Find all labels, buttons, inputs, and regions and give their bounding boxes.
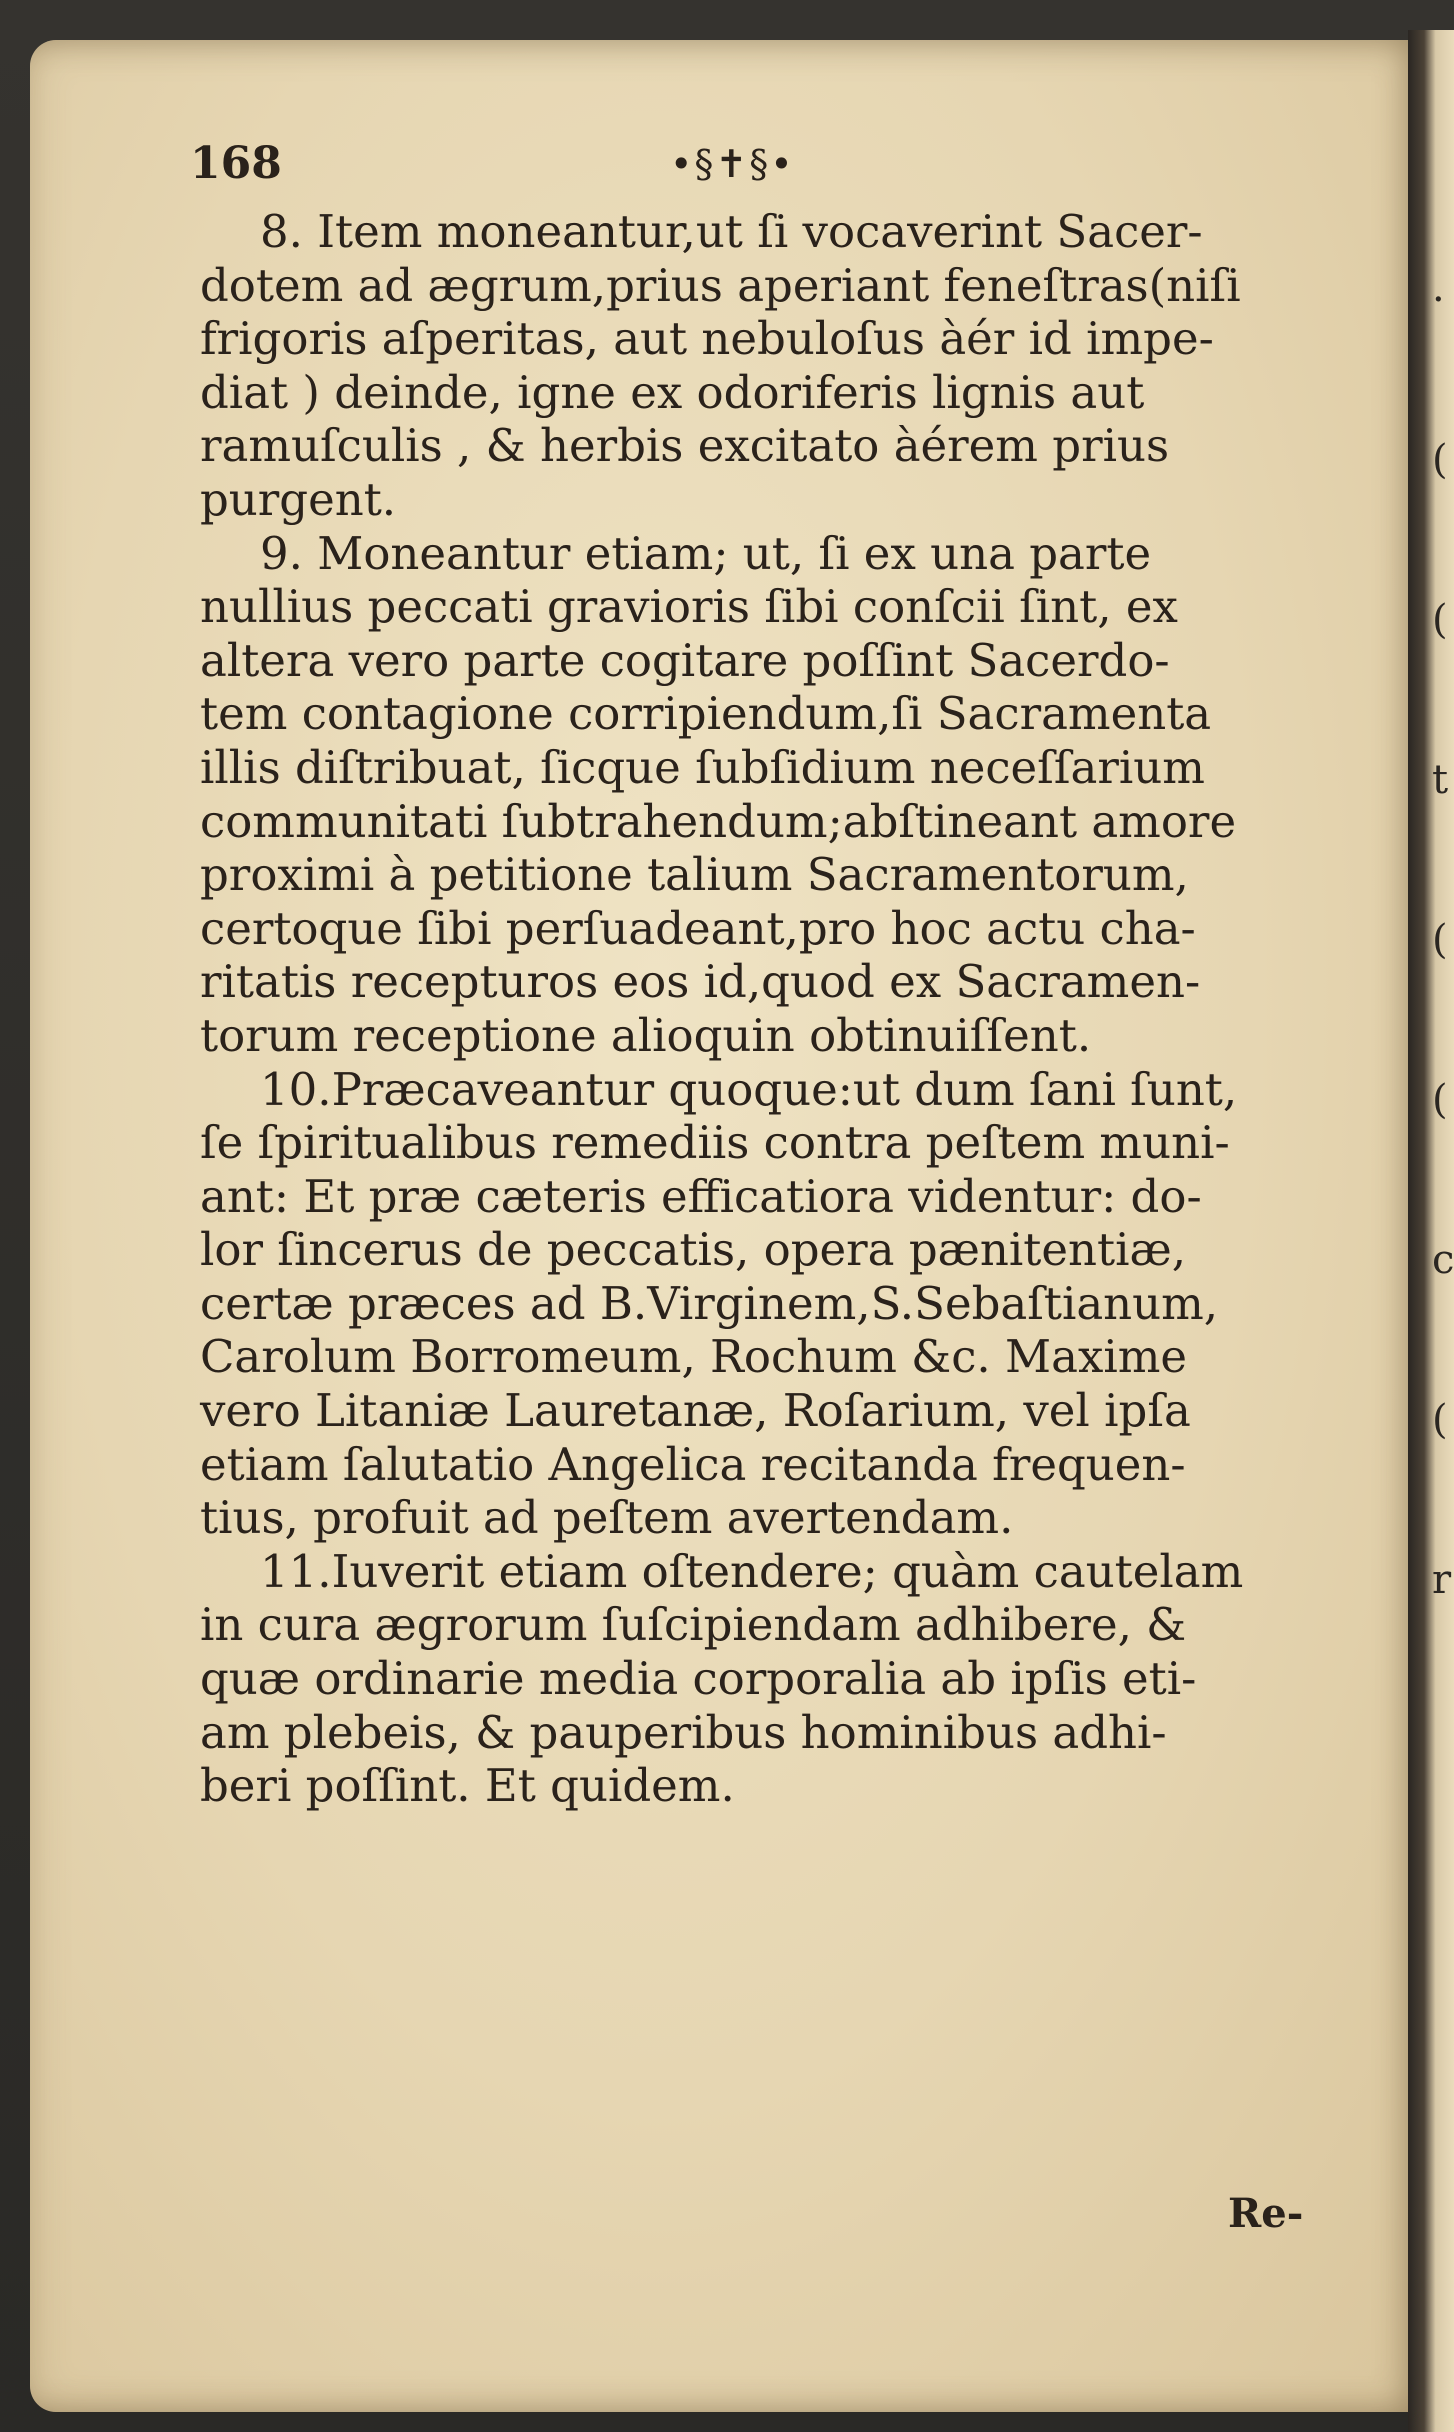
paragraph-8 (200, 205, 1380, 527)
text-line: torum receptione alioquin obtinuiſſent. (200, 1008, 1092, 1062)
paragraph-11 (200, 1545, 1380, 1813)
text-line: 8. Item moneantur,ut ſi vocaverint Sacer- (260, 205, 1203, 258)
text-line: quæ ordinarie media corporalia ab ipſis eti- (200, 1652, 1197, 1706)
head-ornament: •§✝§• (670, 142, 795, 186)
text-line: tem contagione corripiendum,ſi Sacramenta (200, 687, 1212, 741)
catchword: Re- (1228, 2190, 1304, 2237)
page-number: 168 (190, 138, 282, 189)
text-line: vero Litaniæ Lauretanæ, Roſarium, vel ipſa (200, 1384, 1191, 1438)
text-line: nullius peccati gravioris ſibi conſcii ſint, ex (200, 580, 1178, 634)
text-line: purgent. (200, 472, 397, 526)
paragraph-10 (200, 1063, 1380, 1545)
text-line: 9. Moneantur etiam; ut, ſi ex una parte (260, 526, 1152, 580)
text-line: certoque ſibi perſuadeant,pro hoc actu cha- (200, 901, 1196, 955)
text-line: illis diſtribuat, ſicque ſubſidium neceſſarium (200, 740, 1205, 794)
text-line: 11.Iuverit etiam oſtendere; quàm cautelam (260, 1544, 1244, 1598)
text-line: ritatis recepturos eos id,quod ex Sacramen- (200, 955, 1201, 1009)
text-line: certæ præces ad B.Virginem,S.Sebaſtianum, (200, 1276, 1219, 1330)
text-line: tius, profuit ad peſtem avertendam. (200, 1491, 1014, 1545)
text-line: ramuſculis , & herbis excitato àérem prius (200, 419, 1170, 473)
running-head (190, 138, 1390, 208)
text-line: diat ) deinde, igne ex odoriferis lignis aut (200, 365, 1145, 419)
text-line: dotem ad ægrum,prius aperiant feneſtras(niſi (200, 258, 1241, 312)
body-text (200, 205, 1380, 1813)
text-line: altera vero parte cogitare poſſint Sacerdo- (200, 633, 1170, 687)
text-line: ant: Et præ cæteris efficatiora videntur: do- (200, 1169, 1202, 1223)
text-line: Carolum Borromeum, Rochum &c. Maxime (200, 1330, 1188, 1384)
text-line: in cura ægrorum ſuſcipiendam adhibere, & (200, 1598, 1187, 1652)
text-line: proximi à petitione talium Sacramentorum, (200, 848, 1189, 902)
text-line: etiam ſalutatio Angelica recitanda frequen- (200, 1437, 1186, 1491)
text-line: am plebeis, & pauperibus hominibus adhi- (200, 1705, 1167, 1759)
text-line: communitati ſubtrahendum;abſtineant amore (200, 794, 1237, 848)
text-line: beri poſſint. Et quidem. (200, 1759, 735, 1813)
text-line: frigoris aſperitas, aut nebuloſus àér id impe- (200, 312, 1214, 366)
paragraph-9 (200, 527, 1380, 1063)
text-line: lor ſincerus de peccatis, opera pænitentiæ, (200, 1223, 1187, 1277)
text-line: ſe ſpiritualibus remediis contra peſtem muni- (200, 1116, 1230, 1170)
text-line: 10.Præcaveantur quoque:ut dum ſani ſunt, (260, 1062, 1238, 1116)
facing-page-letter-fragments: · ( ( t ( ( c ( r (1432, 277, 1454, 1603)
